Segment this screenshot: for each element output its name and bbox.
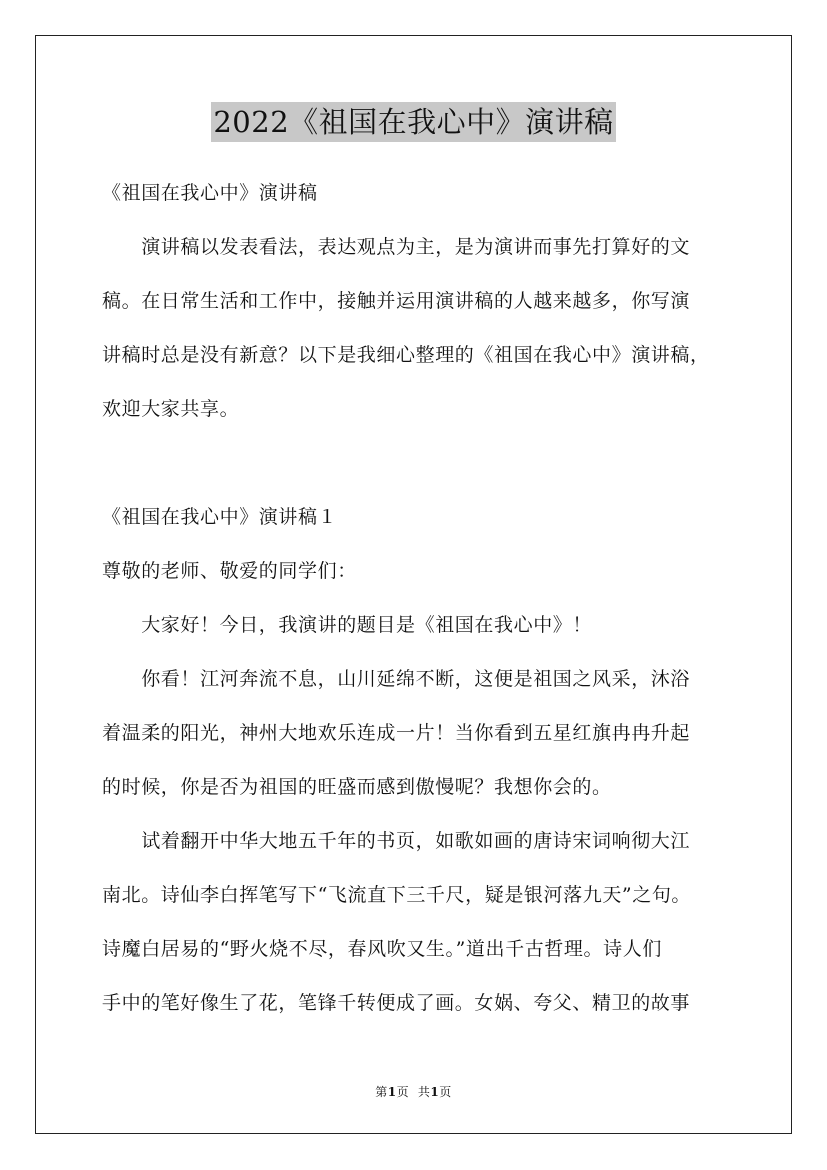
paragraph-line: 诗魔白居易的“野火烧不尽，春风吹又生。”道出千古哲理。诗人们 (102, 938, 662, 960)
paragraph-line: 稿。在日常生活和工作中，接触并运用演讲稿的人越来越多，你写演 (102, 290, 691, 312)
footer-total-number: 1 (430, 1085, 440, 1099)
footer-page-prefix: 第 (375, 1085, 388, 1099)
footer-page-suffix: 页 (396, 1085, 410, 1099)
title-container (0, 102, 827, 142)
paragraph-line: 的时候，你是否为祖国的旺盛而感到傲慢呢？我想你会的。 (102, 776, 612, 798)
paragraph-line: 手中的笔好像生了花，笔锋千转便成了画。女娲、夸父、精卫的故事 (102, 992, 691, 1014)
paragraph-line: 南北。诗仙李白挥笔写下“飞流直下三千尺，疑是银河落九天”之句。 (102, 884, 692, 906)
footer-total-suffix: 页 (439, 1085, 452, 1099)
page-footer (0, 1083, 827, 1101)
paragraph-line: 演讲稿以发表看法，表达观点为主，是为演讲而事先打算好的文 (102, 236, 691, 258)
footer-page-number: 1 (387, 1085, 397, 1099)
salutation-line: 尊敬的老师、敬爱的同学们： (102, 560, 357, 582)
paragraph-line: 讲稿时总是没有新意？以下是我细心整理的《祖国在我心中》演讲稿， (102, 344, 710, 366)
paragraph-line: 欢迎大家共享。 (102, 398, 240, 420)
paragraph-line: 试着翻开中华大地五千年的书页，如歌如画的唐诗宋词响彻大江 (102, 830, 691, 852)
section-heading: 《祖国在我心中》演讲稿１ (102, 506, 338, 528)
paragraph-line: 你看！江河奔流不息，山川延绵不断，这便是祖国之风采，沐浴 (102, 668, 691, 690)
paragraph-line: 大家好！今日，我演讲的题目是《祖国在我心中》！ (102, 614, 593, 636)
subtitle-line: 《祖国在我心中》演讲稿 (102, 182, 318, 204)
paragraph-line: 着温柔的阳光，神州大地欢乐连成一片！当你看到五星红旗冉冉升起 (102, 722, 691, 744)
footer-total-prefix: 共 (417, 1085, 431, 1099)
document-title: 2022《祖国在我心中》演讲稿 (211, 102, 615, 142)
